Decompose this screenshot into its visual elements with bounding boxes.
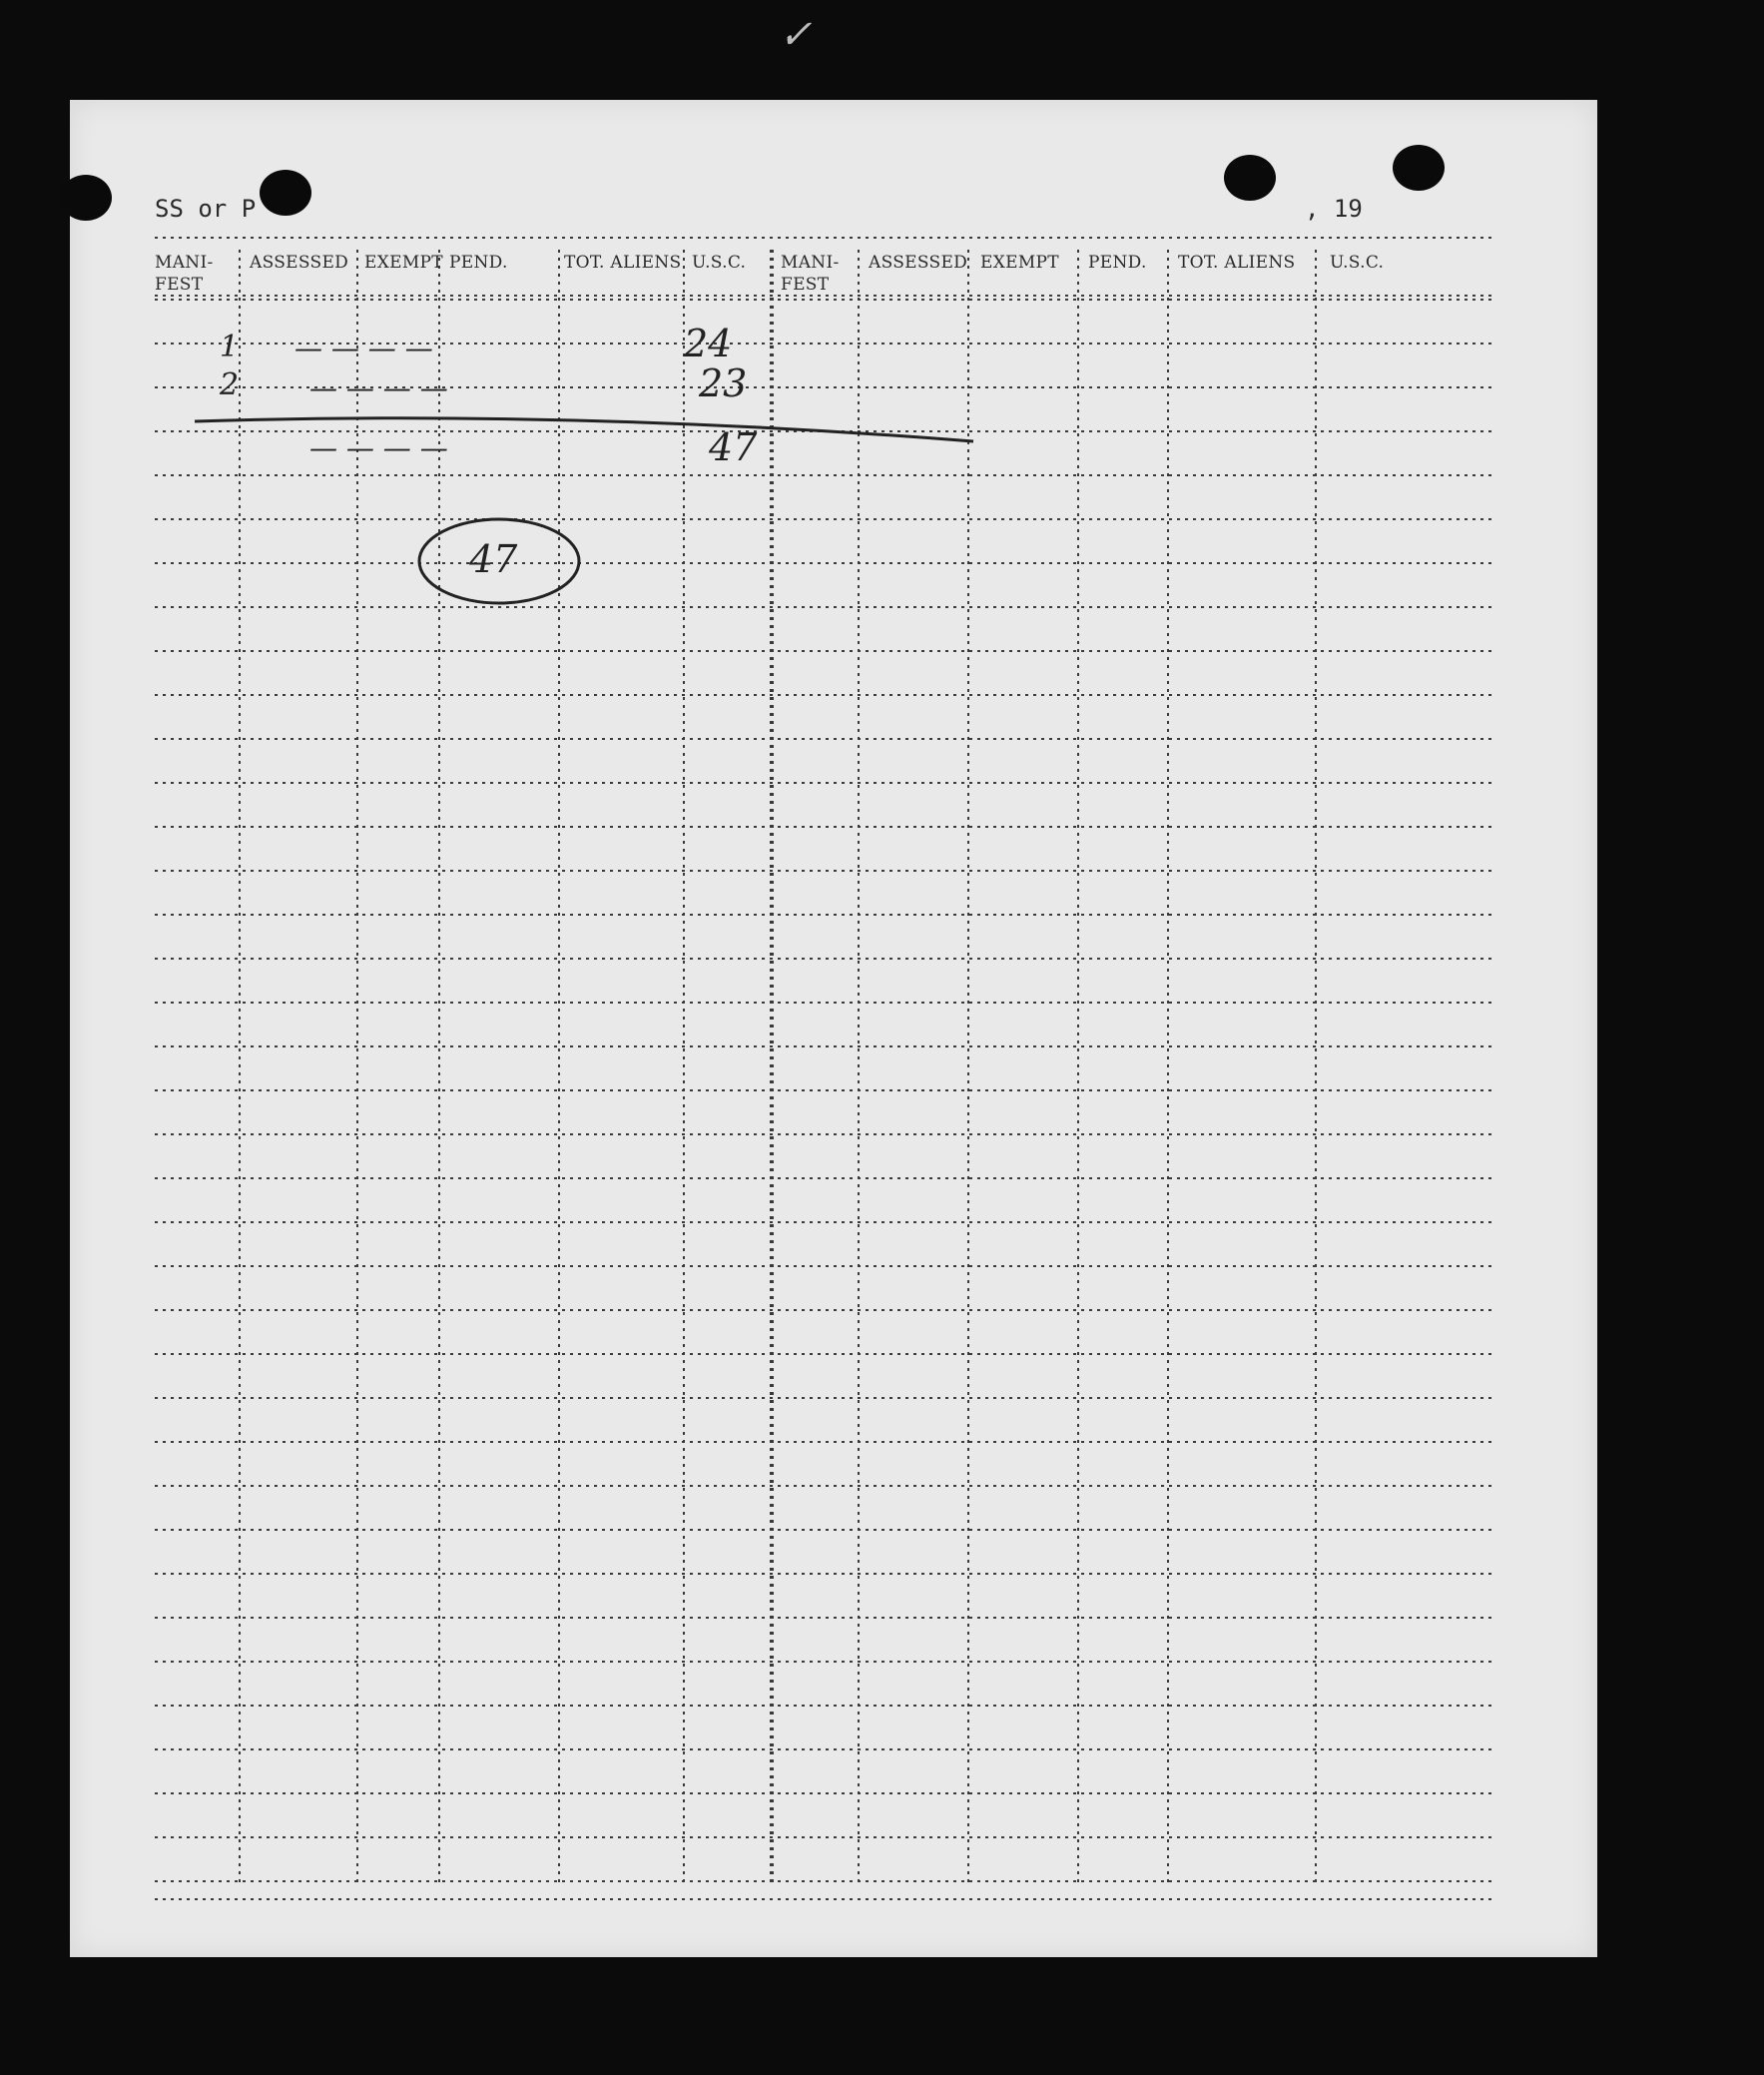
punch-hole-2 — [260, 170, 311, 216]
col-exempt-left: EXEMPT — [364, 253, 443, 273]
col-tot-aliens-left: TOT. ALIENS — [564, 253, 682, 273]
col-pend-left: PEND. — [449, 253, 508, 273]
punch-hole-3 — [1224, 155, 1276, 201]
year-label: , 19 — [1305, 195, 1363, 223]
form-sheet — [70, 100, 1597, 1957]
top-check-mark: ✓ — [779, 12, 813, 58]
punch-hole-1 — [60, 175, 112, 221]
col-exempt-right: EXEMPT — [980, 253, 1059, 273]
vessel-label: SS or P — [155, 195, 257, 223]
col-assessed-right: ASSESSED — [869, 253, 968, 273]
entry-2-usc: 23 — [699, 361, 748, 405]
col-manifest-left: MANI- FEST — [155, 253, 214, 295]
total-usc: 47 — [709, 425, 758, 469]
entry-1-usc: 24 — [684, 322, 733, 365]
col-assessed-left: ASSESSED — [250, 253, 349, 273]
punch-hole-4 — [1393, 145, 1445, 191]
circled-total: 47 — [469, 537, 518, 581]
entry-1-dashes: — — — — — [294, 332, 433, 364]
entry-2-manifest: 2 — [220, 367, 240, 402]
form-grid — [70, 100, 1597, 1957]
col-tot-aliens-right: TOT. ALIENS — [1178, 253, 1296, 273]
col-usc-left: U.S.C. — [692, 253, 747, 273]
entry-1-manifest: 1 — [220, 330, 240, 364]
entry-2-dashes: — — — — — [309, 371, 448, 404]
col-pend-right: PEND. — [1088, 253, 1147, 273]
col-usc-right: U.S.C. — [1330, 253, 1385, 273]
col-manifest-right: MANI- FEST — [781, 253, 840, 295]
total-dashes: — — — — — [309, 431, 448, 464]
